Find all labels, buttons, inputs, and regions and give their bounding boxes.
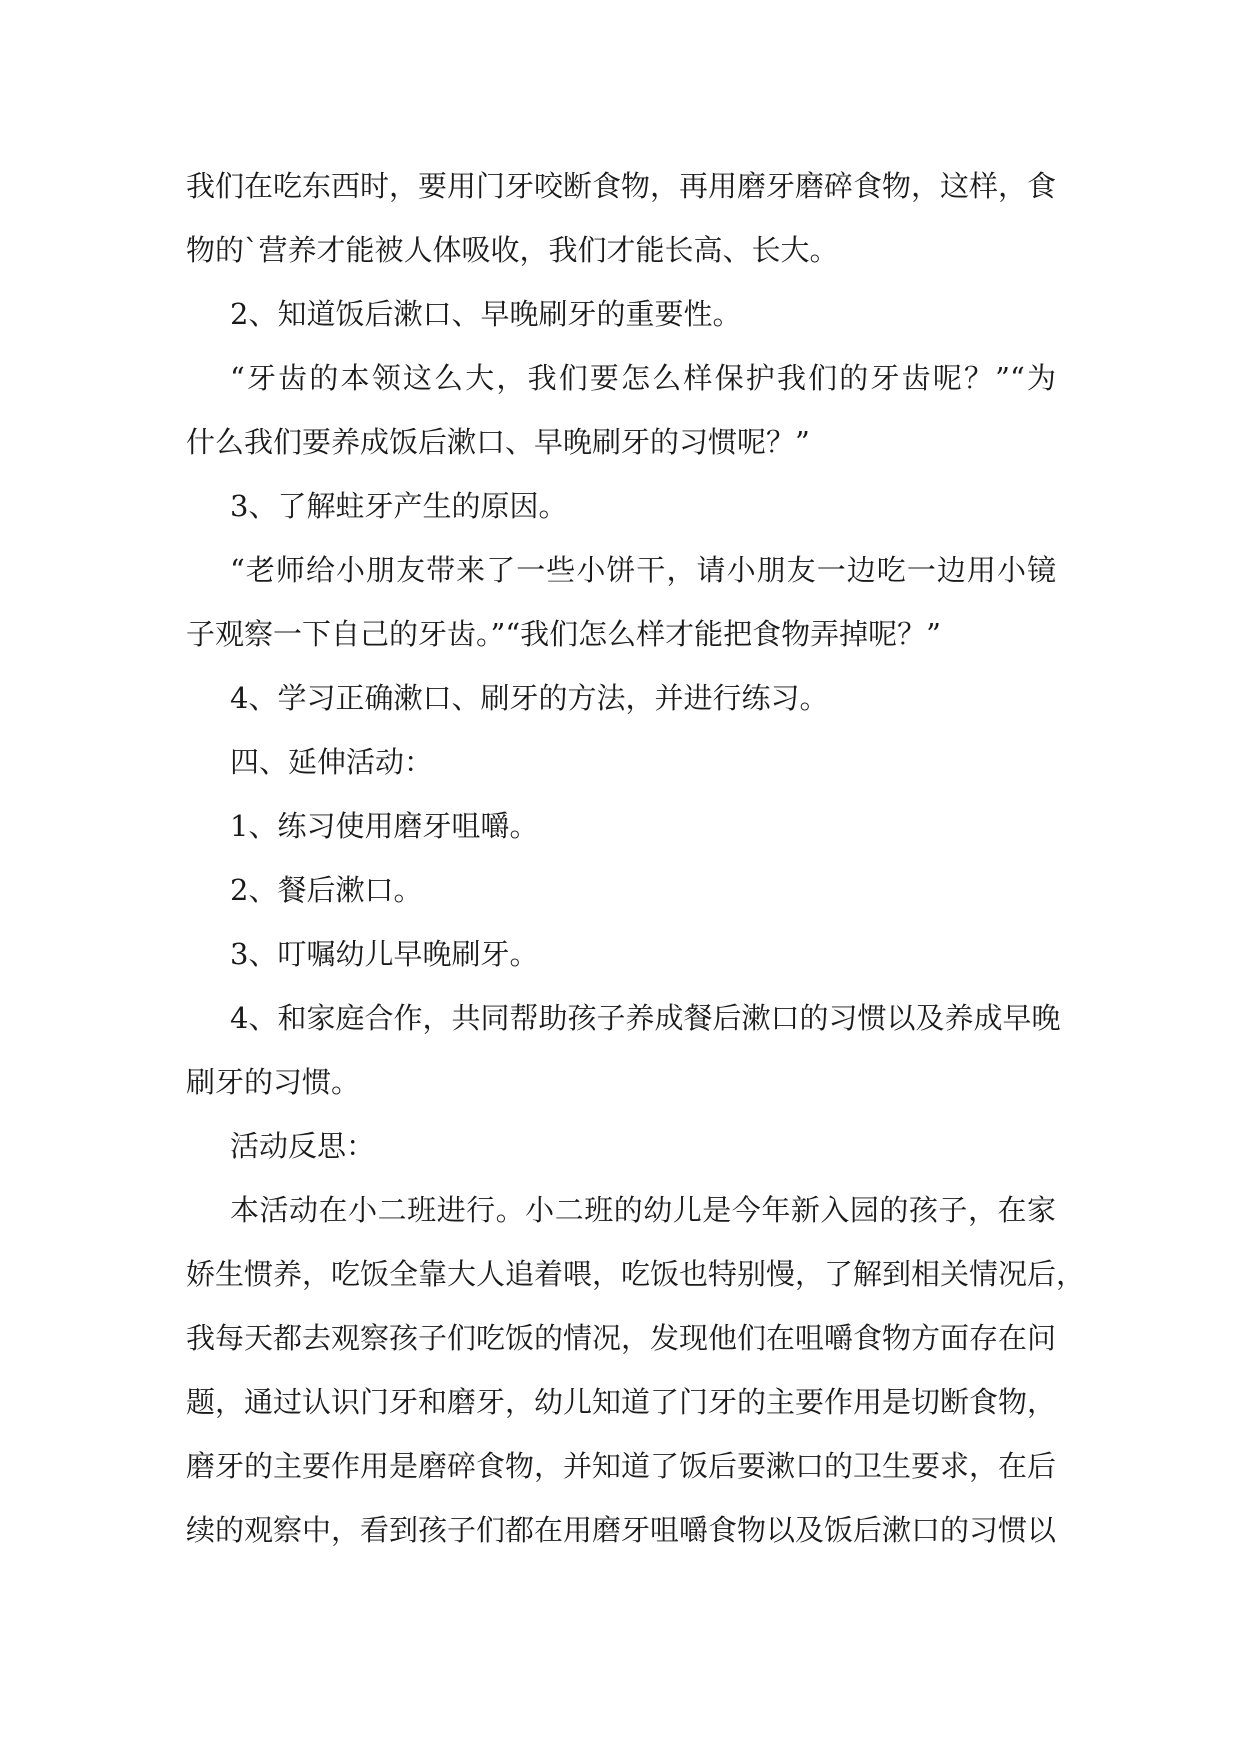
text-line: 4、学习正确漱口、刷牙的方法，并进行练习。 — [230, 681, 829, 715]
text-line: 2、知道饭后漱口、早晚刷牙的重要性。 — [230, 297, 742, 331]
text-line: 续的观察中，看到孩子们都在用磨牙咀嚼食物以及饭后漱口的习惯以 — [186, 1513, 1057, 1547]
text-line: 子观察一下自己的牙齿。”“我们怎么样才能把食物弄掉呢？” — [186, 617, 941, 651]
text-line: 什么我们要养成饭后漱口、早晚刷牙的习惯呢？” — [186, 425, 810, 459]
text-line: 磨牙的主要作用是磨碎食物，并知道了饭后要漱口的卫生要求，在后 — [186, 1449, 1057, 1483]
text-line: 3、了解蛀牙产生的原因。 — [230, 489, 568, 523]
text-line: 我们在吃东西时，要用门牙咬断食物，再用磨牙磨碎食物，这样，食 — [186, 169, 1057, 203]
text-line: 题，通过认识门牙和磨牙，幼儿知道了门牙的主要作用是切断食物， — [186, 1385, 1057, 1419]
section-heading: 活动反思： — [230, 1129, 376, 1163]
text-line: 2、餐后漱口。 — [230, 873, 423, 907]
text-line: 我每天都去观察孩子们吃饭的情况，发现他们在咀嚼食物方面存在问 — [186, 1321, 1057, 1355]
text-line: 4、和家庭合作，共同帮助孩子养成餐后漱口的习惯以及养成早晚 — [230, 1001, 1061, 1035]
text-line: 本活动在小二班进行。小二班的幼儿是今年新入园的孩子，在家 — [230, 1193, 1056, 1227]
text-line: 1、练习使用磨牙咀嚼。 — [230, 809, 539, 843]
text-line: 刷牙的习惯。 — [186, 1065, 361, 1099]
text-line: “牙齿的本领这么大，我们要怎么样保护我们的牙齿呢？”“为 — [230, 361, 1056, 395]
text-line: 娇生惯养，吃饭全靠大人追着喂，吃饭也特别慢，了解到相关情况后， — [186, 1257, 1086, 1291]
text-line: “老师给小朋友带来了一些小饼干，请小朋友一边吃一边用小镜 — [230, 553, 1056, 587]
section-heading: 四、延伸活动： — [230, 745, 434, 779]
text-line: 物的`营养才能被人体吸收，我们才能长高、长大。 — [186, 233, 839, 267]
text-line: 3、叮嘱幼儿早晚刷牙。 — [230, 937, 539, 971]
